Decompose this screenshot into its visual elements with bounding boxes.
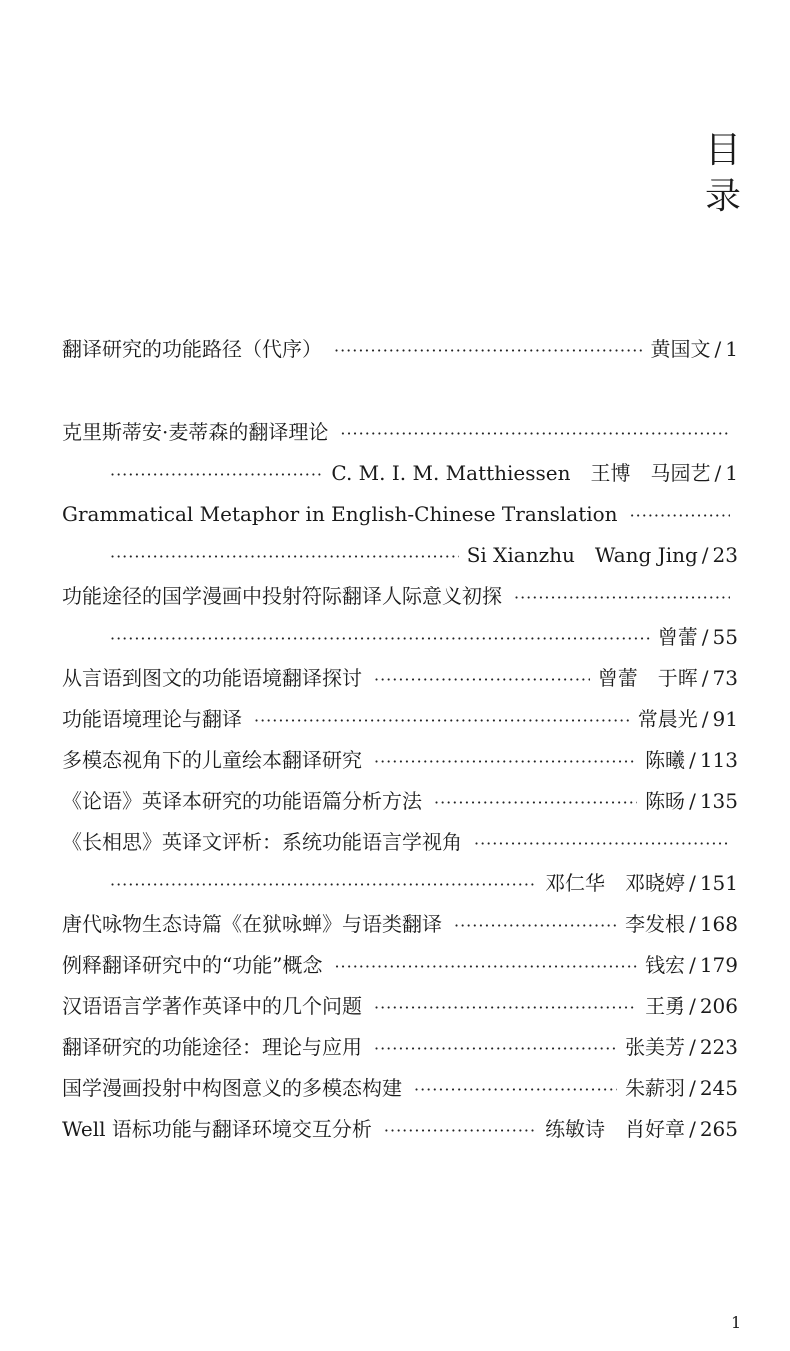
toc-entry-page: 1 — [725, 337, 738, 361]
leader-dots — [454, 909, 617, 943]
toc-entry-page: 91 — [712, 707, 738, 731]
toc-entry-authors: 张美芳 — [625, 1035, 686, 1059]
toc-entry-meta — [658, 620, 738, 654]
separator: / — [689, 994, 696, 1018]
toc-entry-title: 克里斯蒂安·麦蒂森的翻译理论 — [62, 420, 329, 444]
toc-entry-meta — [645, 784, 738, 818]
toc-entry-authors: C. M. I. M. Matthiessen 王博 马园艺 — [331, 461, 711, 485]
toc-entry-page: 206 — [699, 994, 738, 1018]
separator: / — [689, 1076, 696, 1100]
toc-entry — [62, 1071, 738, 1105]
toc-entry — [62, 989, 738, 1023]
toc-entry-title: 翻译研究的功能路径（代序） — [62, 337, 322, 361]
toc-entry-meta — [638, 702, 738, 736]
separator: / — [701, 707, 709, 731]
toc-entry-authors: 练敏诗 肖好章 — [545, 1117, 686, 1141]
toc-entry-authors: 曾蕾 于晖 — [597, 666, 698, 690]
toc-entry-meta — [467, 538, 738, 572]
toc-entry-page: 1 — [725, 461, 738, 485]
toc-entry-continuation — [62, 620, 738, 654]
leader-dots — [334, 334, 643, 368]
toc-entry — [62, 1030, 738, 1064]
separator: / — [689, 789, 696, 813]
leader-dots — [434, 786, 637, 820]
toc-entry-meta — [645, 743, 738, 777]
toc-entry — [62, 743, 738, 777]
toc-entry-meta — [625, 1030, 738, 1064]
separator: / — [701, 666, 709, 690]
toc-entry-page: 223 — [699, 1035, 738, 1059]
toc-entry-title: Well 语标功能与翻译环境交互分析 — [62, 1117, 372, 1141]
separator: / — [689, 1117, 696, 1141]
toc-entry-authors: 王勇 — [645, 994, 686, 1018]
toc-entry-title: 功能语境理论与翻译 — [62, 707, 242, 731]
toc-entry-authors: 朱薪羽 — [625, 1076, 686, 1100]
toc-entry-continuation — [62, 538, 738, 572]
toc-entry — [62, 702, 738, 736]
separator: / — [701, 625, 709, 649]
toc-entry-authors: 陈曦 — [645, 748, 686, 772]
toc-entry-meta — [645, 989, 738, 1023]
toc-entry-authors: 邓仁华 邓晓婷 — [545, 871, 686, 895]
leader-dots — [374, 745, 637, 779]
toc-entry — [62, 948, 738, 982]
leader-dots — [374, 991, 637, 1025]
toc-entry-authors: Si Xianzhu Wang Jing — [466, 543, 698, 567]
toc-entry-authors: 陈旸 — [645, 789, 686, 813]
leader-dots — [110, 622, 650, 656]
toc-entry-meta — [545, 866, 738, 900]
leader-dots — [384, 1114, 537, 1148]
toc-entry — [62, 332, 738, 366]
toc-entry-page: 179 — [699, 953, 738, 977]
toc-entry-title: 功能途径的国学漫画中投射符际翻译人际意义初探 — [62, 584, 502, 608]
toc-entry — [62, 784, 738, 818]
toc-entry-title: 例释翻译研究中的“功能”概念 — [62, 953, 323, 977]
toc-entry-page: 55 — [712, 625, 738, 649]
toc-entry-authors: 钱宏 — [645, 953, 686, 977]
leader-dots — [110, 540, 459, 574]
toc-entry-meta — [625, 907, 738, 941]
toc-entry-meta — [645, 948, 738, 982]
toc-entry-meta — [651, 332, 738, 366]
page-title — [703, 128, 743, 220]
toc-entry-meta — [545, 1112, 738, 1146]
toc-entry-page: 113 — [699, 748, 738, 772]
toc-entry-page: 23 — [712, 543, 738, 567]
separator: / — [689, 1035, 696, 1059]
leader-dots — [254, 704, 630, 738]
toc-entry-meta — [331, 456, 738, 490]
separator: / — [689, 953, 696, 977]
toc-entry-page: 73 — [712, 666, 738, 690]
leader-dots — [474, 827, 730, 861]
page-title-char-1: 目 — [704, 130, 741, 171]
toc-entry — [62, 1112, 738, 1146]
leader-dots — [374, 1032, 617, 1066]
leader-dots — [630, 499, 730, 533]
toc-entry — [62, 907, 738, 941]
leader-dots — [110, 868, 537, 902]
leader-dots — [374, 663, 590, 697]
toc-entry-authors: 黄国文 — [650, 337, 711, 361]
separator: / — [689, 748, 696, 772]
toc-entry — [62, 661, 738, 695]
toc-entry-authors: 李发根 — [625, 912, 686, 936]
toc-entry-title: 国学漫画投射中构图意义的多模态构建 — [62, 1076, 402, 1100]
separator: / — [689, 912, 696, 936]
toc-entry-page: 168 — [699, 912, 738, 936]
leader-dots — [514, 581, 730, 615]
toc-entry-title: 唐代咏物生态诗篇《在狱咏蝉》与语类翻译 — [62, 912, 442, 936]
toc-entry-page: 245 — [699, 1076, 738, 1100]
toc-entry-meta — [625, 1071, 738, 1105]
toc-entry-title: 翻译研究的功能途径：理论与应用 — [62, 1035, 362, 1059]
leader-dots — [340, 417, 730, 451]
toc-entry-continuation — [62, 866, 738, 900]
toc-entry-title: 多模态视角下的儿童绘本翻译研究 — [62, 748, 362, 772]
separator: / — [701, 543, 709, 567]
toc-entry-title: 从言语到图文的功能语境翻译探讨 — [62, 666, 362, 690]
toc-entry-page: 151 — [699, 871, 738, 895]
toc-entry — [62, 497, 738, 531]
toc-entry — [62, 579, 738, 613]
toc-entry-title: 《论语》英译本研究的功能语篇分析方法 — [62, 789, 422, 813]
toc-entry-title: 汉语语言学著作英译中的几个问题 — [62, 994, 362, 1018]
toc-entry-page: 135 — [699, 789, 738, 813]
toc-entry-title: Grammatical Metaphor in English-Chinese Translation — [62, 502, 618, 526]
leader-dots — [334, 950, 637, 984]
toc-entry-page: 265 — [699, 1117, 738, 1141]
toc-entry-continuation — [62, 456, 738, 490]
leader-dots — [110, 458, 323, 492]
toc-entry-meta — [598, 661, 738, 695]
separator: / — [714, 461, 722, 485]
separator: / — [689, 871, 696, 895]
toc-entry — [62, 825, 738, 859]
leader-dots — [414, 1073, 617, 1107]
page-number: 1 — [731, 1313, 742, 1332]
toc-entry-authors: 常晨光 — [637, 707, 698, 731]
page-title-char-2: 录 — [704, 176, 741, 217]
toc-entry-title: 《长相思》英译文评析：系统功能语言学视角 — [62, 830, 462, 854]
toc-entry — [62, 415, 738, 449]
toc-entry-authors: 曾蕾 — [657, 625, 698, 649]
separator: / — [714, 337, 722, 361]
